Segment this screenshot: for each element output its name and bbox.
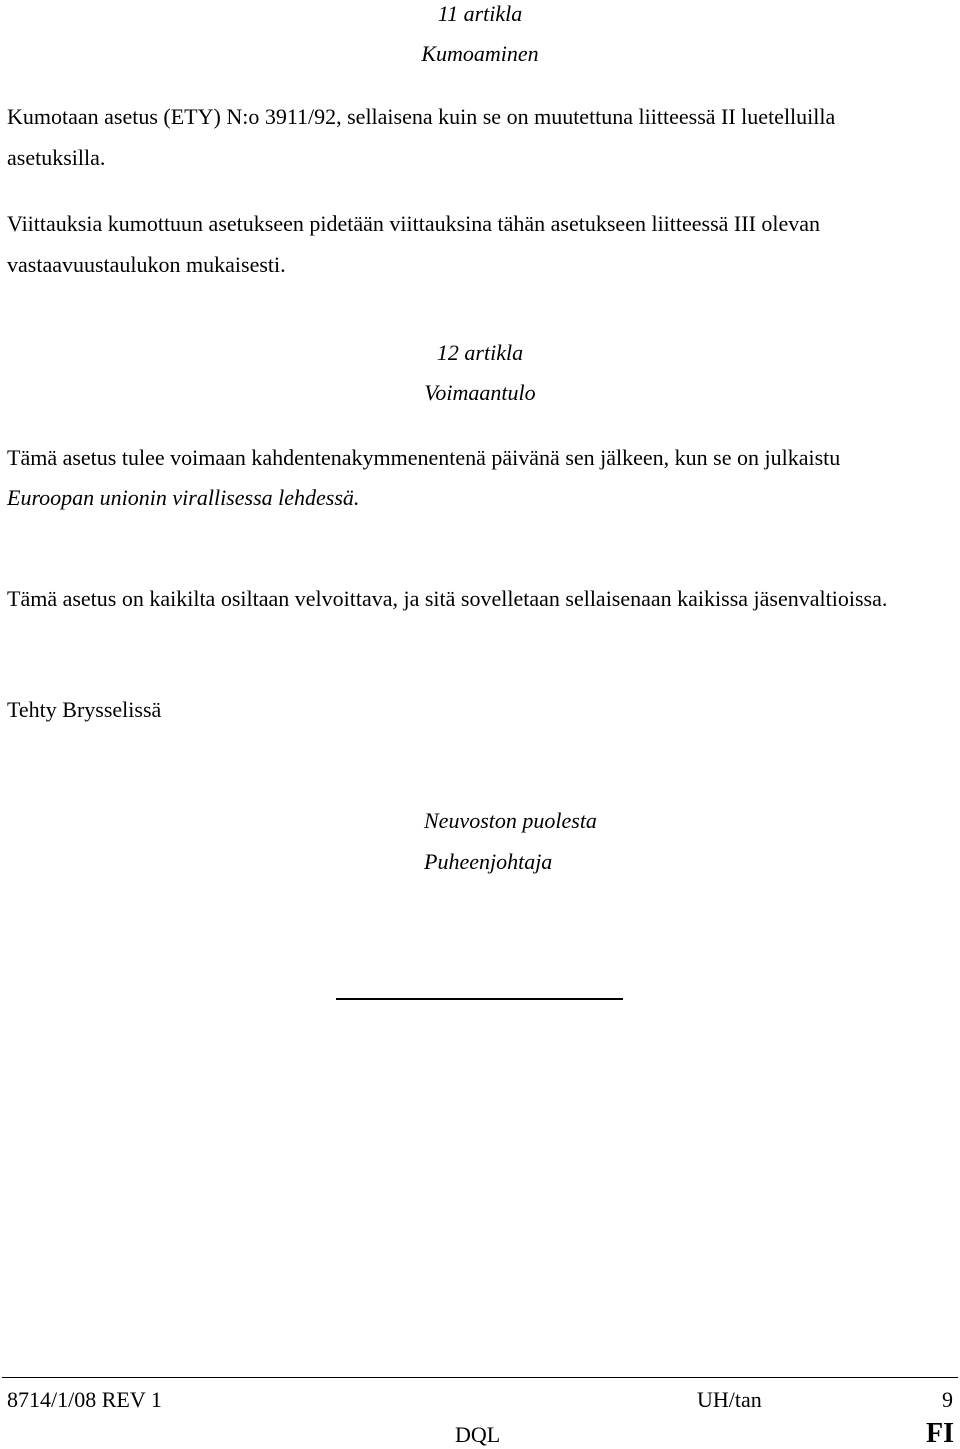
- article-12-heading: 12 artikla: [436, 340, 524, 365]
- signature-rule: [336, 998, 623, 1000]
- article-11-paragraph-2-line-2: vastaavuustaulukon mukaisesti.: [7, 252, 286, 277]
- article-11-title: Kumoaminen: [421, 41, 539, 66]
- signatory-line-2: Puheenjohtaja: [424, 849, 553, 874]
- footer-page-number: 9: [942, 1387, 953, 1412]
- article-11-paragraph-1-line-2: asetuksilla.: [7, 145, 106, 170]
- article-12-paragraph-1-line-1: Tämä asetus tulee voimaan kahdentenakymmenentenä päivänä sen jälkeen, kun se on julkaistu: [7, 445, 841, 470]
- article-11-heading: 11 artikla: [437, 1, 523, 26]
- footer-language: FI: [926, 1418, 954, 1449]
- article-12-paragraph-2: Tämä asetus on kaikilta osiltaan velvoittava, ja sitä sovelletaan sellaisenaan kaikissa jäsenvaltioissa.: [7, 586, 888, 611]
- footer-divider: [2, 1377, 958, 1378]
- footer-dept: DQL: [455, 1422, 501, 1447]
- article-12-paragraph-1-line-2: Euroopan unionin virallisessa lehdessä.: [7, 485, 360, 510]
- footer-doc-ref: 8714/1/08 REV 1: [7, 1387, 162, 1412]
- article-11-paragraph-2-line-1: Viittauksia kumottuun asetukseen pidetään viittauksina tähän asetukseen liitteessä III olevan: [7, 211, 821, 236]
- article-11-paragraph-1-line-1: Kumotaan asetus (ETY) N:o 3911/92, sellaisena kuin se on muutettuna liitteessä II luetelluilla: [7, 104, 836, 129]
- signatory-line-1: Neuvoston puolesta: [424, 808, 597, 833]
- article-12-title: Voimaantulo: [424, 380, 536, 405]
- place-line: Tehty Brysselissä: [7, 697, 162, 722]
- footer-author: UH/tan: [697, 1387, 762, 1412]
